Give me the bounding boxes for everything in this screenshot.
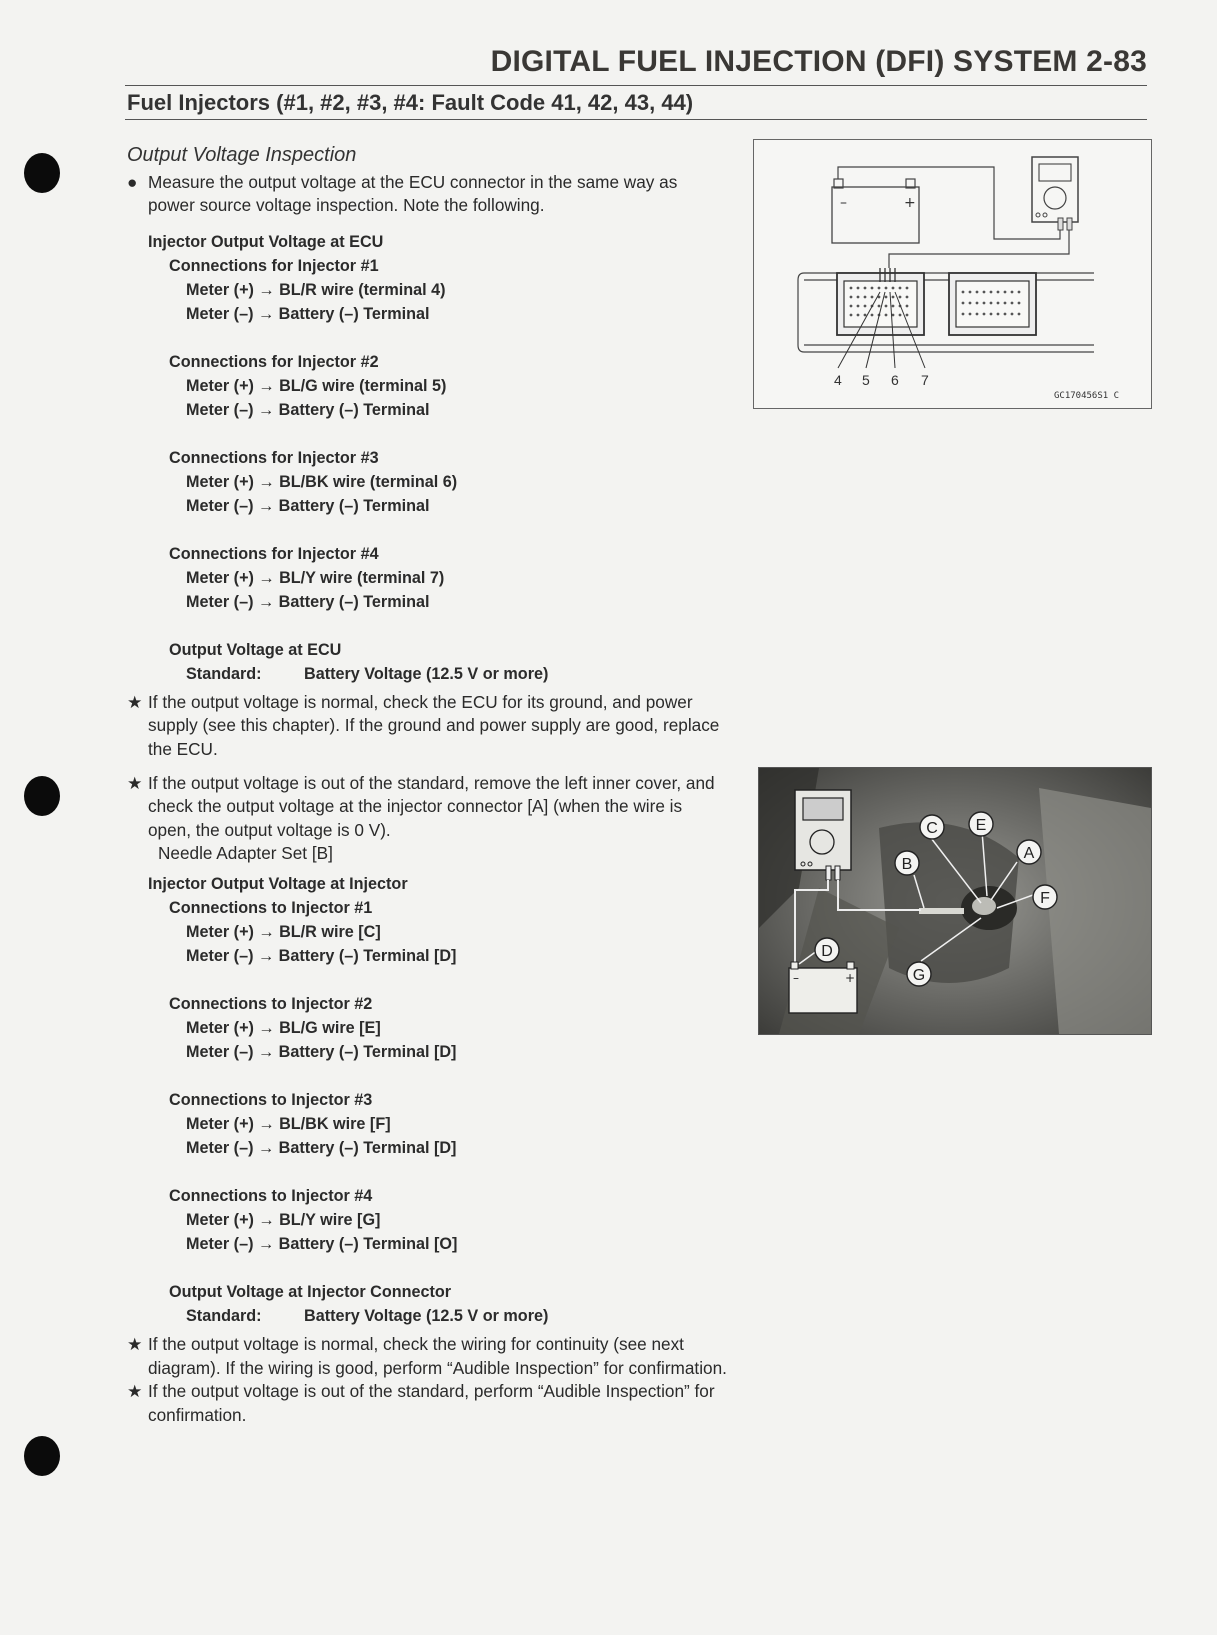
standard-value: Battery Voltage (12.5 V or more) (304, 1306, 549, 1325)
injector-meter-plus: Meter (+) → BL/Y wire [G] (186, 1210, 381, 1229)
callout-label: B (901, 856, 913, 873)
injector-photo-illustration (759, 768, 1151, 1034)
multimeter-icon (1032, 157, 1078, 230)
injector-group-title: Connections to Injector #3 (169, 1090, 373, 1109)
terminal-label-6: 6 (891, 372, 899, 388)
injector-connector-photo (758, 767, 1152, 1035)
callout-label: C (926, 820, 938, 837)
ecu-meter-plus: Meter (+) → BL/R wire (terminal 4) (186, 280, 446, 299)
star-paragraph-2 (127, 772, 727, 843)
terminal-label-7: 7 (921, 372, 929, 388)
callout-E (969, 812, 993, 836)
ecu-group-1 (127, 254, 727, 326)
callout-D (815, 938, 839, 962)
ecu-meter-plus: Meter (+) → BL/G wire (terminal 5) (186, 376, 447, 395)
callout-label: G (912, 967, 926, 984)
injector-block-heading: Injector Output Voltage at Injector (148, 874, 408, 893)
ecu-group-3 (127, 446, 727, 518)
injector-meter-plus: Meter (+) → BL/R wire [C] (186, 922, 381, 941)
star-text-3: If the output voltage is normal, check the wiring for continuity (see next diagram). If the wiring is good, perform “Audible Inspection” for confirmation. (148, 1333, 727, 1378)
ecu-connector-right (949, 273, 1036, 335)
star-text-2: If the output voltage is out of the standard, remove the left inner cover, and check the output voltage at the injector connector [A] (when the wire is open, the output voltage is 0 V). (148, 772, 715, 840)
ecu-meter-minus: Meter (–) → Battery (–) Terminal (186, 592, 430, 611)
intro-text: Measure the output voltage at the ECU connector in the same way as power source voltage inspection. Note the following. (148, 171, 678, 216)
star-paragraph-1 (127, 691, 727, 762)
callout-label: F (1040, 890, 1050, 907)
ecu-group-title: Connections for Injector #4 (169, 544, 379, 563)
binder-hole-middle (24, 776, 60, 816)
figure-code: GC170456S1 C (1054, 391, 1120, 401)
intro-paragraph (127, 171, 727, 218)
ecu-standard-row (186, 662, 727, 686)
ecu-group-title: Connections for Injector #2 (169, 352, 379, 371)
star-icon: ★ (127, 1381, 143, 1402)
star-icon: ★ (127, 772, 143, 793)
ecu-meter-minus: Meter (–) → Battery (–) Terminal (186, 400, 430, 419)
battery-plus-sign: + (845, 971, 856, 985)
bullet-icon: ● (127, 171, 138, 192)
injector-meter-minus: Meter (–) → Battery (–) Terminal [D] (186, 1042, 457, 1061)
injector-group-title: Connections to Injector #1 (169, 898, 373, 917)
callout-B (895, 851, 919, 875)
star-paragraph-3 (127, 1333, 727, 1380)
ecu-connector-left (837, 268, 924, 335)
ecu-group-title: Connections for Injector #1 (169, 256, 379, 275)
injector-voltage-block (127, 872, 727, 1328)
star-paragraph-4 (127, 1380, 727, 1427)
subhead-output-voltage-inspection: Output Voltage Inspection (127, 144, 357, 166)
injector-group-1 (127, 896, 727, 968)
injector-meter-minus: Meter (–) → Battery (–) Terminal [O] (186, 1234, 458, 1253)
callout-label: D (821, 943, 833, 960)
ecu-meter-minus: Meter (–) → Battery (–) Terminal (186, 496, 430, 515)
injector-group-title: Connections to Injector #4 (169, 1186, 373, 1205)
injector-group-3 (127, 1088, 727, 1160)
ecu-block-heading: Injector Output Voltage at ECU (148, 232, 384, 251)
ecu-meter-minus: Meter (–) → Battery (–) Terminal (186, 304, 430, 323)
standard-value: Battery Voltage (12.5 V or more) (304, 664, 549, 683)
ecu-meter-plus: Meter (+) → BL/BK wire (terminal 6) (186, 472, 458, 491)
binder-hole-bottom (24, 1436, 60, 1476)
callout-A (1017, 840, 1041, 864)
callout-C (920, 815, 944, 839)
injector-group-4 (127, 1184, 727, 1256)
ecu-standard-title: Output Voltage at ECU (169, 640, 342, 659)
ecu-connector-figure (753, 139, 1152, 409)
page-header-title: DIGITAL FUEL INJECTION (DFI) SYSTEM 2-83 (490, 45, 1147, 78)
callout-F (1033, 885, 1057, 909)
injector-group-2 (127, 992, 727, 1064)
callout-G (907, 962, 931, 986)
needle-adapter-line: Needle Adapter Set [B] (158, 843, 333, 864)
battery-minus-sign: – (793, 971, 799, 985)
ecu-group-4 (127, 542, 727, 614)
injector-standard-title: Output Voltage at Injector Connector (169, 1282, 452, 1301)
injector-standard-row (186, 1304, 727, 1328)
star-text-1: If the output voltage is normal, check the ECU for its ground, and power supply (see this chapter). If the ground and power supply are good, replace the ECU. (148, 691, 720, 759)
injector-meter-plus: Meter (+) → BL/BK wire [F] (186, 1114, 391, 1133)
standard-label: Standard: (186, 1306, 262, 1325)
injector-meter-plus: Meter (+) → BL/G wire [E] (186, 1018, 381, 1037)
battery-plus-sign: + (904, 195, 916, 211)
ecu-meter-plus: Meter (+) → BL/Y wire (terminal 7) (186, 568, 445, 587)
multimeter-icon (795, 790, 851, 880)
star-icon: ★ (127, 1333, 143, 1354)
binder-hole-top (24, 153, 60, 193)
terminal-label-5: 5 (862, 372, 870, 388)
callout-label: A (1023, 845, 1035, 862)
main-text-column (127, 144, 727, 1427)
injector-meter-minus: Meter (–) → Battery (–) Terminal [D] (186, 1138, 457, 1157)
terminal-label-4: 4 (834, 372, 842, 388)
star-icon: ★ (127, 691, 143, 712)
ecu-group-title: Connections for Injector #3 (169, 448, 379, 467)
battery-icon (789, 962, 857, 1013)
injector-meter-minus: Meter (–) → Battery (–) Terminal [D] (186, 946, 457, 965)
section-rule (125, 119, 1147, 120)
standard-label: Standard: (186, 664, 262, 683)
header-rule (125, 85, 1147, 86)
ecu-connector-diagram (754, 140, 1151, 408)
section-title: Fuel Injectors (#1, #2, #3, #4: Fault Code 41, 42, 43, 44) (127, 90, 694, 115)
callout-label: E (975, 817, 987, 834)
ecu-voltage-block (127, 230, 727, 686)
star-text-4: If the output voltage is out of the standard, perform “Audible Inspection” for confirmation. (148, 1381, 715, 1425)
ecu-group-2 (127, 350, 727, 422)
battery-minus-sign: – (840, 195, 847, 211)
injector-group-title: Connections to Injector #2 (169, 994, 373, 1013)
